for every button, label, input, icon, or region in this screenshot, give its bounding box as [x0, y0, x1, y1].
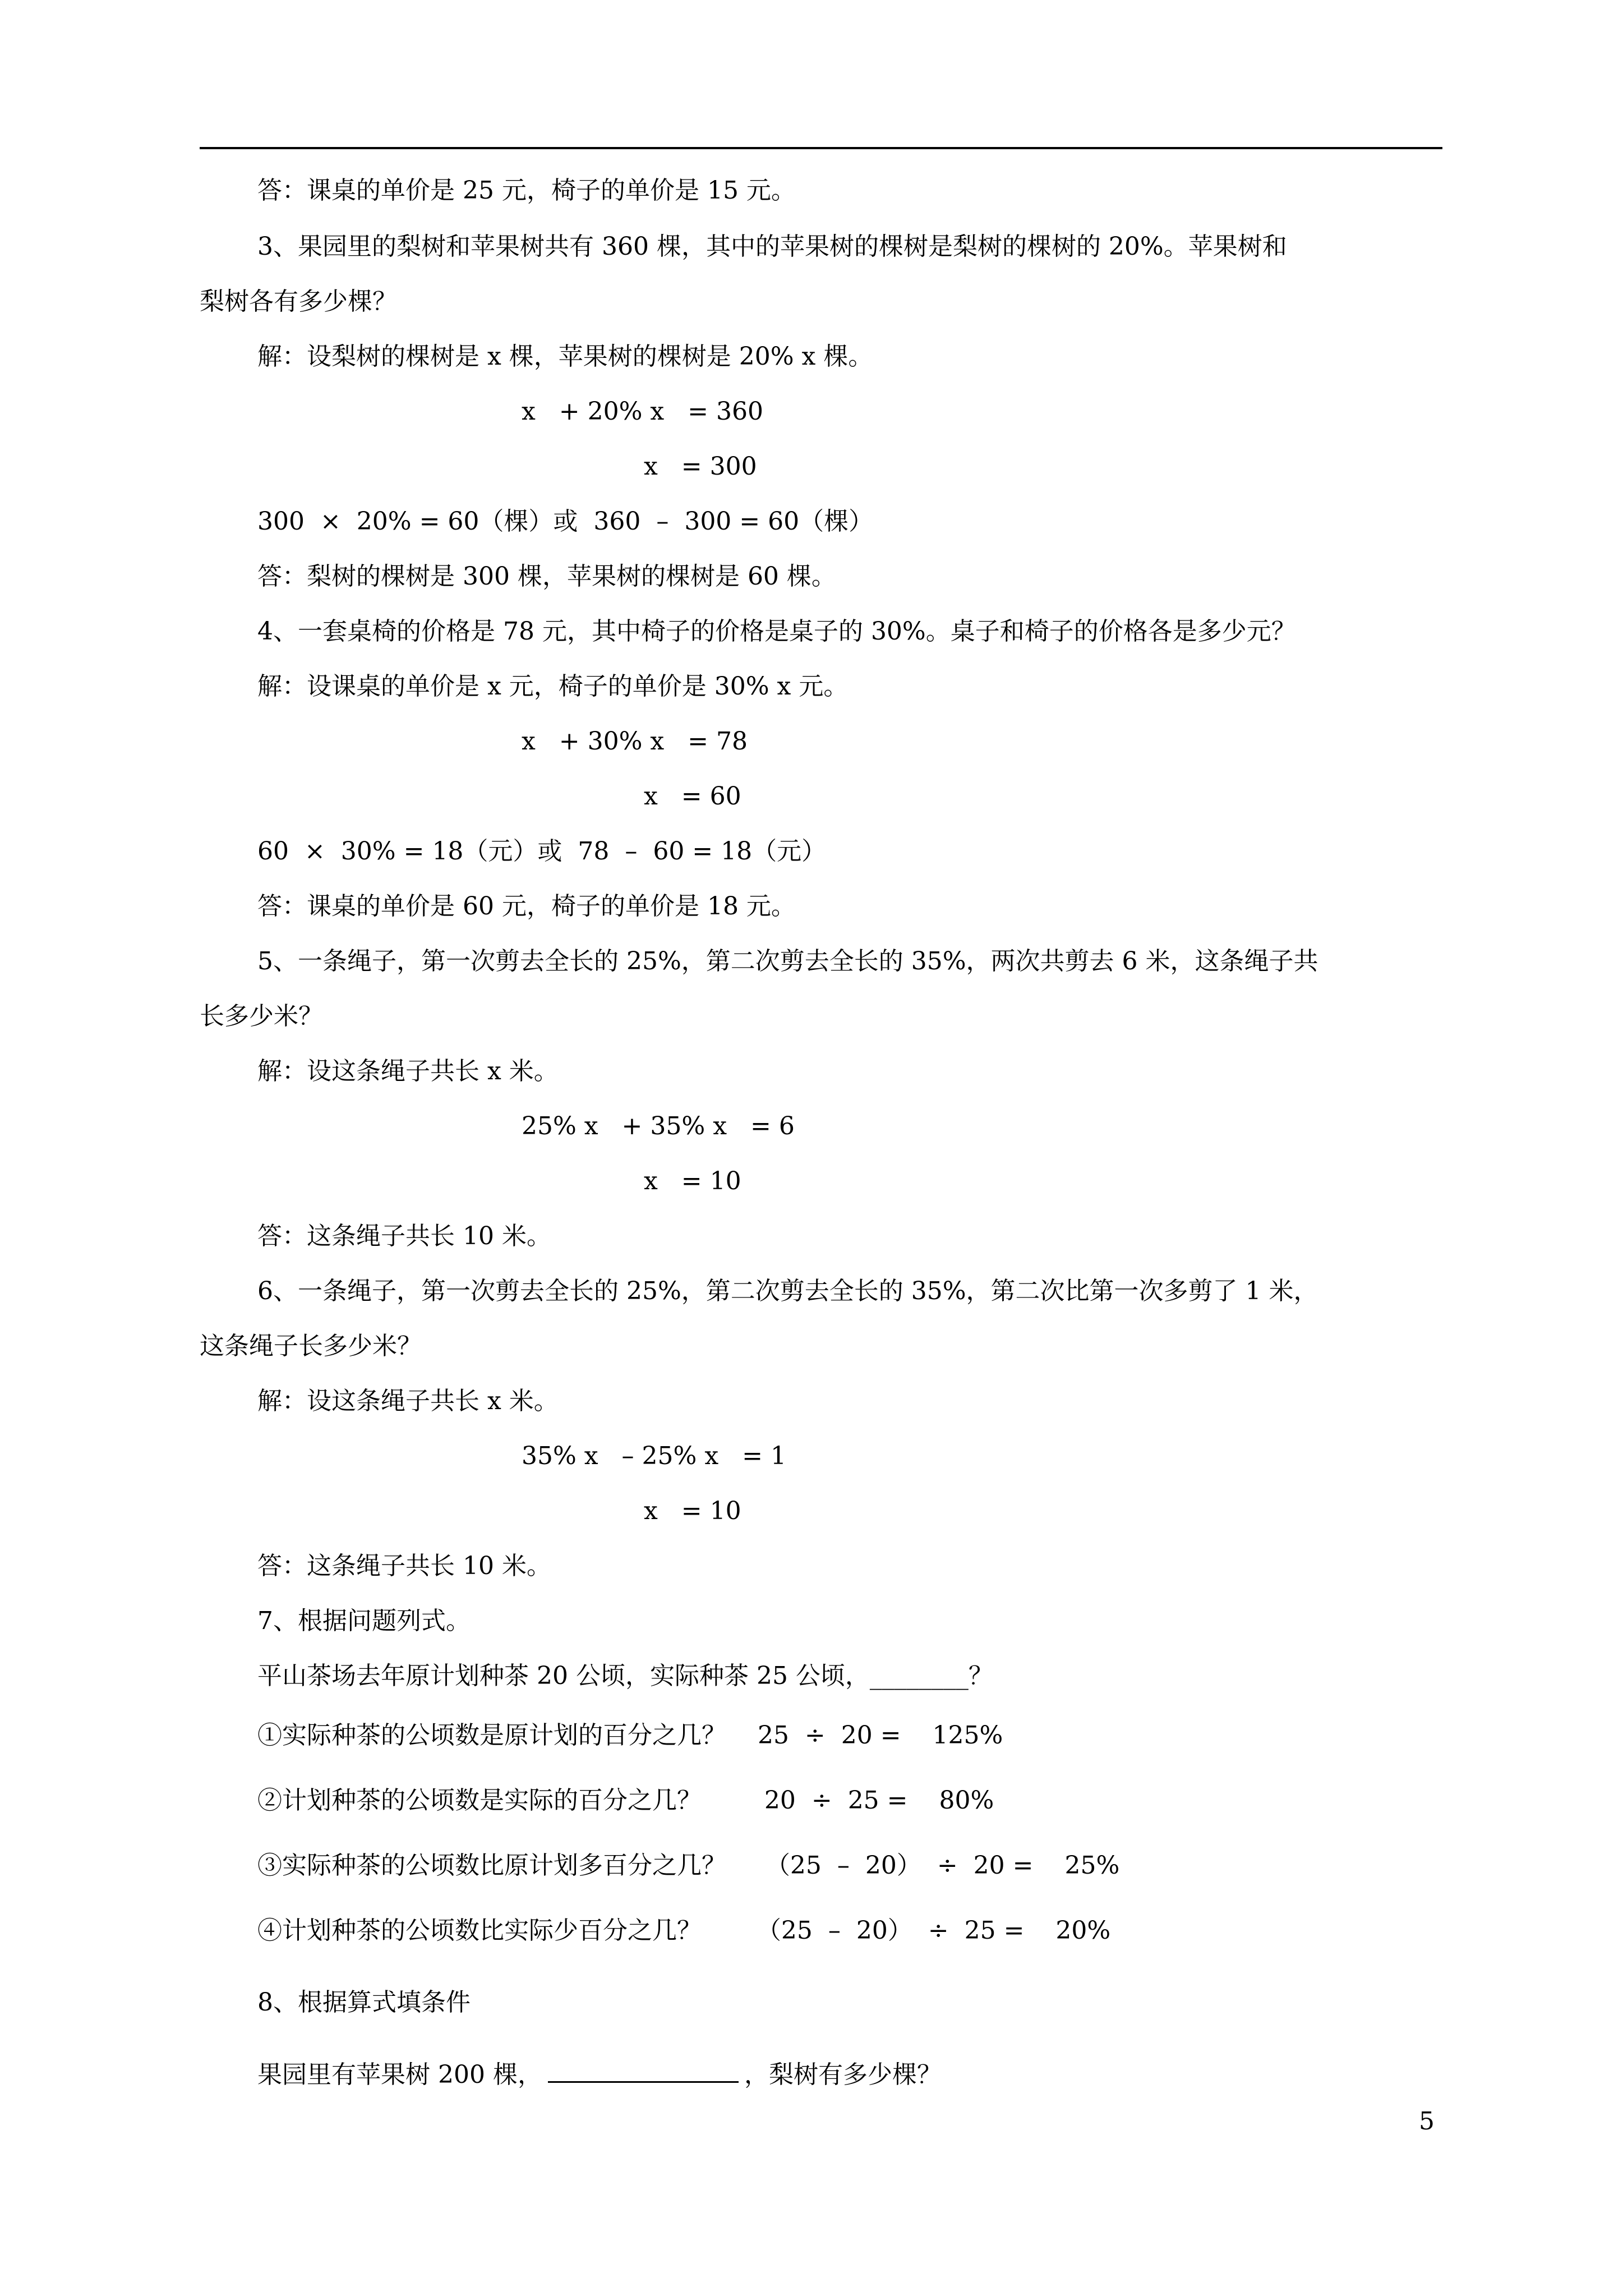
text-line: 300 × 20% = 60（棵）或 360 – 300 = 60（棵）	[257, 507, 874, 536]
text-line: 答：这条绳子共长 10 米。	[257, 1222, 551, 1250]
text-line: 答：梨树的棵树是 300 棵，苹果树的棵树是 60 棵。	[257, 562, 836, 591]
text-line: 答：课桌的单价是 25 元，椅子的单价是 15 元。	[257, 176, 796, 205]
text-line: ①实际种茶的公顷数是原计划的百分之几？ 25 ÷ 20 = 125%	[257, 1721, 1003, 1750]
text-line: 7、根据问题列式。	[257, 1607, 471, 1635]
text-line: 3、果园里的梨树和苹果树共有 360 棵，其中的苹果树的棵树是梨树的棵树的 20%。苹果树和	[257, 232, 1287, 261]
text-line: 解：设这条绳子共长 x 米。	[257, 1057, 559, 1085]
question-8-prefix: 果园里有苹果树 200 棵，	[257, 2060, 542, 2089]
text-line: x = 300	[644, 452, 757, 481]
text-line: x + 20% x = 360	[522, 397, 764, 426]
text-line: 长多少米？	[200, 1002, 323, 1030]
text-line: 25% x + 35% x = 6	[522, 1112, 795, 1140]
text-line: 解：设课桌的单价是 x 元，椅子的单价是 30% x 元。	[257, 672, 849, 701]
text-line: ④计划种茶的公顷数比实际少百分之几？ （25 – 20） ÷ 25 = 20%	[257, 1916, 1111, 1945]
header-rule	[200, 147, 1442, 149]
text-line: 这条绳子长多少米？	[200, 1332, 422, 1360]
text-line: ②计划种茶的公顷数是实际的百分之几？ 20 ÷ 25 = 80%	[257, 1786, 994, 1815]
text-line: 解：设梨树的棵树是 x 棵，苹果树的棵树是 20% x 棵。	[257, 342, 873, 371]
text-line: 60 × 30% = 18（元）或 78 – 60 = 18（元）	[257, 837, 827, 866]
text-line: 答：课桌的单价是 60 元，椅子的单价是 18 元。	[257, 892, 796, 921]
text-line: 梨树各有多少棵？	[200, 287, 397, 316]
text-line: x = 10	[644, 1167, 741, 1195]
text-line: x = 60	[644, 782, 741, 811]
text-line: 平山茶场去年原计划种茶 20 公顷，实际种茶 25 公顷，________？	[257, 1662, 993, 1690]
fill-in-blank	[548, 2056, 739, 2083]
text-line: 35% x – 25% x = 1	[522, 1442, 786, 1470]
text-line: 6、一条绳子，第一次剪去全长的 25%，第二次剪去全长的 35%，第二次比第一次多剪了 1 米，	[257, 1277, 1318, 1305]
text-line: 解：设这条绳子共长 x 米。	[257, 1387, 559, 1415]
text-line: 5、一条绳子，第一次剪去全长的 25%，第二次剪去全长的 35%，两次共剪去 6 米，这条绳子共	[257, 947, 1318, 976]
text-line: ③实际种茶的公顷数比原计划多百分之几？ （25 – 20） ÷ 20 = 25%	[257, 1851, 1120, 1880]
text-line: 4、一套桌椅的价格是 78 元，其中椅子的价格是桌子的 30%。桌子和椅子的价格各是多少元？	[257, 617, 1296, 646]
question-8-prompt	[257, 2056, 942, 2092]
text-line: 8、根据算式填条件	[257, 1988, 471, 2017]
text-line: 答：这条绳子共长 10 米。	[257, 1552, 551, 1580]
text-line: x + 30% x = 78	[522, 727, 748, 756]
question-8-suffix: ，梨树有多少棵？	[744, 2060, 942, 2089]
page-number: 5	[1419, 2107, 1435, 2136]
text-line: x = 10	[644, 1497, 741, 1525]
